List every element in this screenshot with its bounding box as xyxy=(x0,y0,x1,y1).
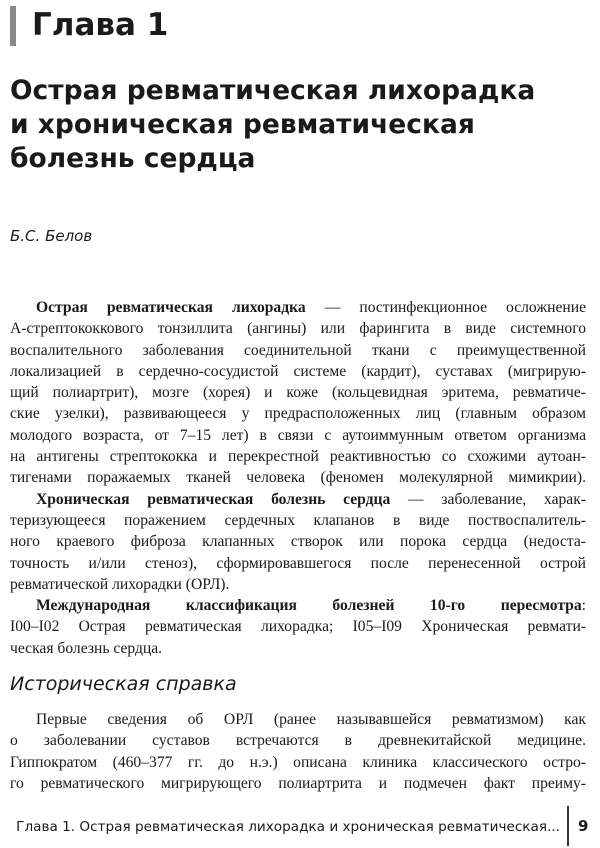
body-text-history xyxy=(10,709,586,794)
term-bold: Острая ревматическая лихорадка xyxy=(36,299,306,316)
body-text xyxy=(10,297,586,659)
paragraph-line: локализацией в сердечно-сосудистой системе (кардит), суставах (мигрирую- xyxy=(10,362,586,380)
paragraph-line: теризующееся поражением сердечных клапанов в виде поствоспалитель- xyxy=(10,511,586,529)
paragraph-line: ские узелки), развивающееся у предрасположенных лиц (главным образом xyxy=(10,405,586,423)
title-line: Острая ревматическая лихорадка xyxy=(10,75,536,106)
paragraph-line: тигенами поражаемых тканей человека (феномен молекулярной мимикрии). xyxy=(10,469,586,487)
paragraph-line: го ревматического мигрирующего полиартрита и подмечен факт преиму- xyxy=(10,774,586,792)
paragraph-line: щий полиартрит), мозге (хорея) и коже (кольцевидная эритема, ревматиче- xyxy=(10,384,586,402)
footer-divider xyxy=(567,806,569,846)
title-line: и хроническая ревматическая xyxy=(10,109,475,140)
paragraph-line: ного краевого фиброза клапанных створок или порока сердца (недоста- xyxy=(10,533,586,551)
title-line: болезнь сердца xyxy=(10,143,256,174)
paragraph-line: I00–I02 Острая ревматическая лихорадка; I05–I09 Хроническая ревмати- xyxy=(10,618,586,636)
paragraph-line: о заболевании суставов встречаются в древнекитайской медицине. xyxy=(10,732,586,750)
paragraph-line: Острая ревматическая лихорадка — постинфекционное осложнение xyxy=(36,299,586,316)
page-title xyxy=(10,74,590,176)
author: Б.С. Белов xyxy=(10,227,93,245)
section-heading: Историческая справка xyxy=(10,673,237,695)
paragraph-line: на антигены стрептококка и перекрестной реактивностью со схожими аутоан- xyxy=(10,448,586,466)
paragraph-line: Международная классификация болезней 10-го пересмотра: xyxy=(36,597,586,615)
paragraph-line: Гиппократом (460–377 гг. до н.э.) описана клиника классического остро- xyxy=(10,753,586,771)
term-bold: Международная классификация болезней 10-го пересмотра xyxy=(36,597,582,615)
paragraph-line: воспалительного заболевания соединительной ткани с преимущественной xyxy=(10,341,586,359)
paragraph-line: молодого возраста, от 7–15 лет) в связи с аутоиммунным ответом организма xyxy=(10,426,586,444)
paragraph-line: ческая болезнь сердца. xyxy=(10,639,163,657)
term-bold: Хроническая ревматическая болезнь сердца xyxy=(36,490,391,508)
paragraph-line: Первые сведения об ОРЛ (ранее называвшейся ревматизмом) как xyxy=(36,711,586,728)
chapter-label: Глава 1 xyxy=(32,7,169,43)
chapter-bar xyxy=(10,6,16,46)
paragraph-line: ревматической лихорадки (ОРЛ). xyxy=(10,575,230,593)
paragraph-line: А-стрептококкового тонзиллита (ангины) или фарингита в виде системного xyxy=(10,320,586,338)
page-number: 9 xyxy=(578,817,589,835)
paragraph-line: точность и/или стеноз), сформировавшегося после перенесенной острой xyxy=(10,554,586,572)
paragraph-line: Хроническая ревматическая болезнь сердца — заболевание, харак- xyxy=(36,490,586,508)
running-title: Глава 1. Острая ревматическая лихорадка и хроническая ревматическая... xyxy=(16,819,560,835)
